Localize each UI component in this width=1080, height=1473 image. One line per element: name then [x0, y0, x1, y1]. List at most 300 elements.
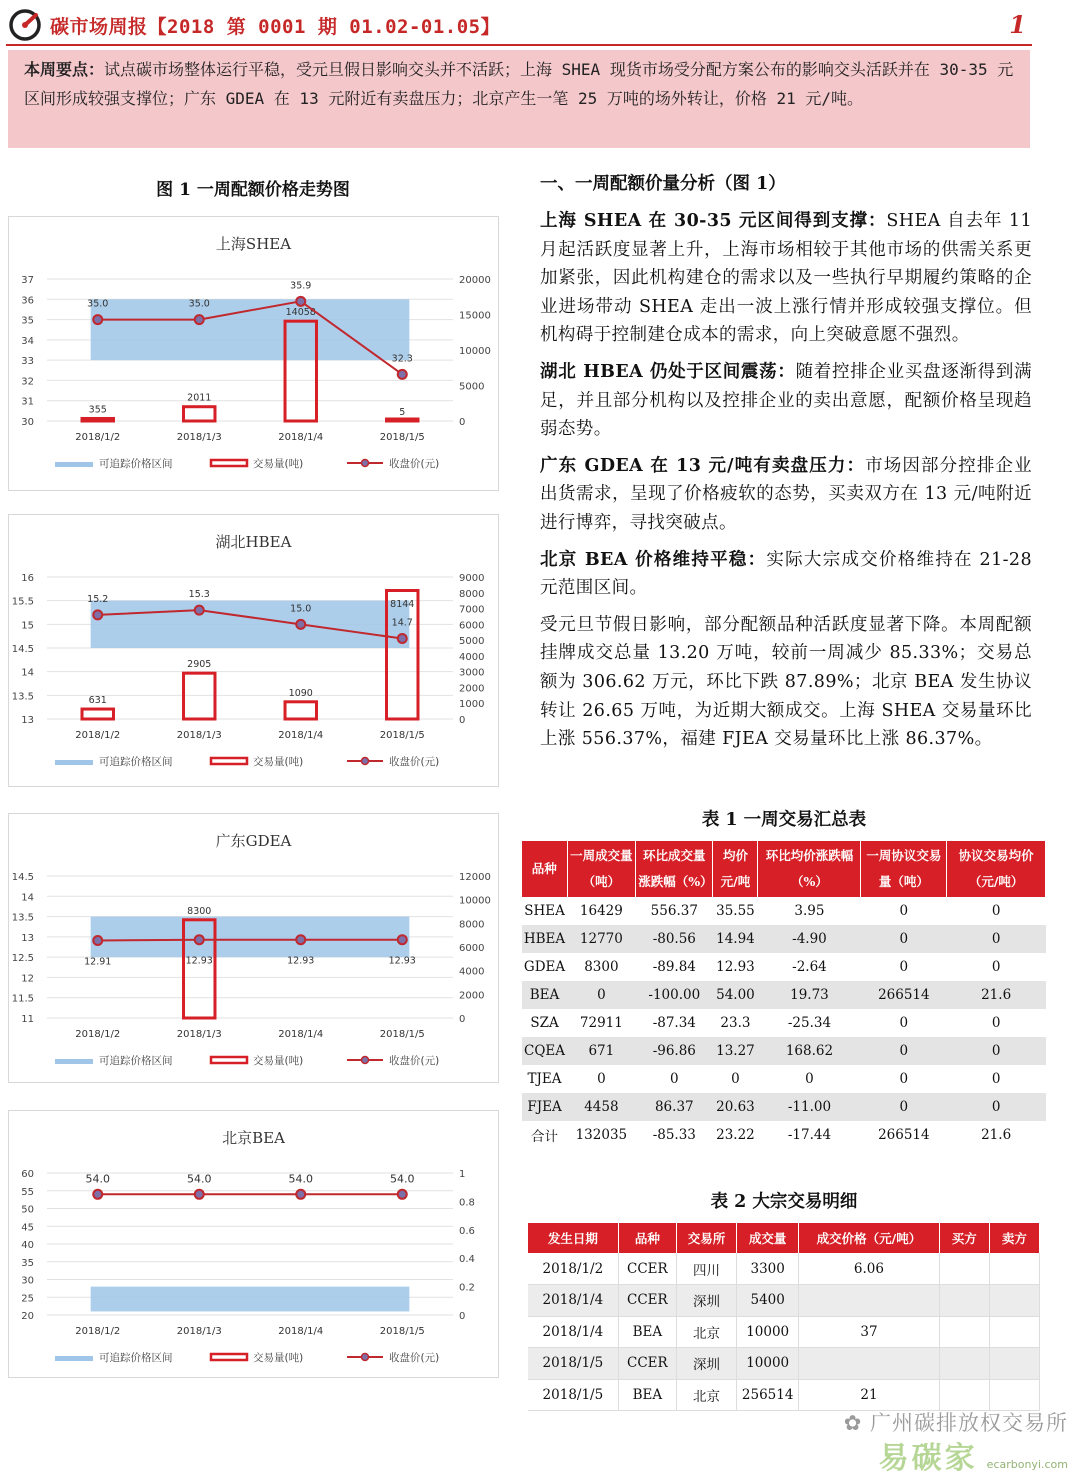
- x-tick-label: 2018/1/5: [379, 432, 425, 443]
- table1-cell: 72911: [579, 1015, 623, 1031]
- para-gdea-lead: 广东 GDEA 在 13 元/吨有卖盘压力：: [540, 455, 866, 476]
- volume-bar: [184, 673, 215, 719]
- table-row: [522, 925, 1046, 953]
- table1-cell: 16429: [579, 903, 623, 919]
- legend-line-label: 收盘价(元): [389, 756, 440, 768]
- close-price-point: [296, 620, 305, 629]
- table2-header-cell: 发生日期: [528, 1223, 618, 1253]
- table2-cell: 2018/1/5: [528, 1379, 618, 1411]
- y2-tick-label: 6000: [459, 943, 485, 954]
- table2-cell: 10000: [737, 1316, 799, 1348]
- legend-bar-swatch: [211, 460, 247, 466]
- y-tick-label: 20: [21, 1311, 34, 1322]
- table1-cell: -96.86: [636, 1037, 713, 1065]
- y2-tick-label: 0.8: [459, 1197, 475, 1209]
- table1-cell: BEA: [522, 981, 567, 1009]
- chart-gdea-svg: [9, 814, 498, 1082]
- y-tick-label: 12: [21, 973, 34, 985]
- table-row: [522, 1093, 1046, 1121]
- y2-tick-label: 0: [459, 417, 466, 428]
- x-tick-label: 2018/1/2: [75, 730, 121, 741]
- volume-data-label: 355: [88, 404, 107, 416]
- legend-line-marker: [362, 460, 369, 467]
- page-number: 1: [1009, 10, 1026, 39]
- price-range-band: [91, 299, 410, 360]
- y2-tick-label: 3000: [459, 667, 485, 679]
- table1-cell: FJEA: [522, 1093, 567, 1121]
- table1-cell: 0: [567, 981, 636, 1009]
- logo-icon: [8, 8, 42, 42]
- close-price-point: [398, 370, 407, 379]
- y-tick-label: 14: [21, 892, 34, 904]
- table2-cell: 2018/1/2: [528, 1253, 618, 1285]
- table1-cell: 0: [899, 1071, 909, 1087]
- y-tick-label: 60: [21, 1169, 34, 1180]
- x-tick-label: 2018/1/4: [278, 730, 324, 741]
- table1-cell: 266514: [861, 981, 947, 1009]
- legend-bar-swatch: [211, 1057, 247, 1063]
- chart-bea: [8, 1110, 499, 1378]
- table1-header-cell: 均价元/吨: [713, 841, 758, 897]
- chart-title: 湖北HBEA: [215, 533, 292, 551]
- y2-tick-label: 10000: [459, 346, 491, 357]
- para-bea-lead: 北京 BEA 价格维持平稳：: [540, 549, 767, 570]
- close-price-point: [195, 1190, 204, 1199]
- highlights-label: 本周要点：: [24, 60, 105, 79]
- price-data-label: 35.0: [188, 298, 210, 310]
- y2-tick-label: 0: [459, 1014, 466, 1025]
- close-price-line: [98, 940, 403, 941]
- y-tick-label: 30: [21, 1275, 34, 1287]
- table2-header-row: [528, 1223, 1040, 1253]
- figure-title: 图 1 一周配额价格走势图: [156, 180, 350, 200]
- table2-cell: BEA: [618, 1316, 676, 1348]
- chart-shea-svg: [9, 217, 498, 490]
- volume-data-label: 1090: [288, 687, 313, 699]
- y-tick-label: 13.5: [11, 691, 34, 703]
- table2-cell: 5400: [737, 1285, 799, 1317]
- chart-title: 北京BEA: [222, 1129, 285, 1147]
- table-row: [522, 897, 1046, 925]
- x-tick-label: 2018/1/4: [278, 1326, 324, 1337]
- table2-cell: [989, 1253, 1039, 1285]
- table1-cell: 0: [991, 959, 1001, 975]
- table1-cell: 0: [947, 1093, 1046, 1121]
- table1-header-cell: 一周成交量（吨）: [567, 841, 636, 897]
- table2-cell: 2018/1/5: [528, 1348, 618, 1380]
- y-tick-label: 13: [21, 932, 34, 944]
- table-row: [522, 953, 1046, 981]
- para-hbea-text: 随着控排企业买盘逐渐得到满足，并且部分机构以及控排企业的卖出意愿，配额价格呈现趋弱态势。: [540, 361, 1032, 440]
- legend-line-marker: [362, 1057, 369, 1064]
- x-tick-label: 2018/1/3: [176, 1326, 222, 1337]
- table1-cell: -11.00: [758, 1093, 861, 1121]
- y2-tick-label: 6000: [459, 620, 485, 632]
- price-data-label: 15.3: [188, 589, 210, 601]
- table2-cell: 10000: [737, 1348, 799, 1380]
- para-shea-lead: 上海 SHEA 在 30-35 元区间得到支撑：: [540, 211, 887, 231]
- y-tick-label: 12.5: [11, 953, 34, 965]
- y-tick-label: 11.5: [11, 993, 34, 1005]
- watermark: [843, 1407, 1068, 1473]
- price-data-label: 12.93: [388, 955, 416, 967]
- table1-cell: -2.64: [792, 959, 827, 975]
- legend-bar-label: 交易量(吨): [253, 756, 304, 768]
- table1-cell: 12770: [567, 925, 636, 953]
- volume-bar: [387, 419, 418, 421]
- y-tick-label: 15: [21, 620, 34, 632]
- table1-header-cell: 一周协议交易量（吨）: [861, 841, 947, 897]
- table1-cell: 19.73: [758, 981, 861, 1009]
- y-tick-label: 13: [21, 715, 34, 726]
- close-price-point: [398, 634, 407, 643]
- chart-bea-svg: [9, 1111, 498, 1377]
- table1-cell: SZA: [530, 1015, 559, 1031]
- table1-cell: 0: [805, 1071, 814, 1087]
- table1-cell: 20.63: [713, 1093, 758, 1121]
- table1-cell: 21.6: [947, 981, 1046, 1009]
- table1-cell: 3.95: [794, 903, 825, 919]
- close-price-point: [93, 315, 102, 324]
- y-tick-label: 34: [21, 335, 34, 347]
- y2-tick-label: 9000: [459, 573, 485, 584]
- analysis-section: [540, 170, 1032, 754]
- table2-cell: 3300: [737, 1253, 799, 1285]
- table1-header-cell: 环比成交量涨跌幅（%）: [636, 841, 713, 897]
- table1-cell: 0: [861, 925, 947, 953]
- para-bea-text: 实际大宗成交价格维持在 21-28 元范围区间。: [540, 549, 1033, 599]
- table2-cell: 21: [799, 1379, 939, 1411]
- legend-line-marker: [362, 758, 369, 765]
- analysis-para-summary: 受元旦节假日影响，部分配额品种活跃度显著下降。本周配额挂牌成交总量 13.20 万吨，较前一周减少 85.33%；交易总额为 306.62 万元，环比下跌 87.89%；北京 BEA 发生协议转让 26.65 万吨，为近期大额成交。上海 SHEA 交易量环比上涨 556.37%，福建 FJEA 交易量环比上涨 86.37%。: [540, 614, 1032, 750]
- para-gdea-text: 市场因部分控排企业出货需求，呈现了价格疲软的态势，买卖双方在 13 元/吨附近进行博弈，寻找突破点。: [540, 455, 1032, 533]
- price-data-label: 35.9: [290, 280, 312, 292]
- legend-bar-label: 交易量(吨): [253, 1352, 304, 1364]
- table1-cell: 132035: [575, 1127, 628, 1143]
- watermark-brand-text: 易碳家: [878, 1441, 978, 1473]
- table1-header-cell: 协议交易均价（元/吨）: [947, 841, 1046, 897]
- y2-tick-label: 5000: [459, 381, 485, 393]
- table2-cell: BEA: [618, 1379, 676, 1411]
- volume-data-label: 5: [399, 406, 406, 418]
- x-tick-label: 2018/1/4: [278, 432, 324, 443]
- y2-tick-label: 2000: [459, 990, 485, 1002]
- table2-header-cell: 买方: [939, 1223, 989, 1253]
- y-tick-label: 11: [21, 1014, 34, 1025]
- table1-cell: 35.55: [716, 903, 755, 919]
- legend-line-marker: [362, 1354, 369, 1361]
- table1-cell: 23.22: [716, 1127, 755, 1143]
- table2-cell: [939, 1285, 989, 1317]
- price-data-label: 54.0: [85, 1172, 110, 1186]
- table1-cell: 266514: [878, 1127, 930, 1143]
- table-row: [528, 1316, 1040, 1348]
- y-tick-label: 15.5: [11, 596, 34, 608]
- price-data-label: 54.0: [390, 1172, 415, 1186]
- x-tick-label: 2018/1/5: [379, 1029, 425, 1040]
- report-header: [6, 6, 1032, 46]
- volume-bar: [82, 709, 113, 719]
- legend-band-swatch: [55, 1356, 93, 1361]
- table1-cell: 4458: [567, 1093, 636, 1121]
- table2-cell: [989, 1379, 1039, 1411]
- table1-cell: 8300: [584, 959, 619, 975]
- x-tick-label: 2018/1/2: [75, 1326, 121, 1337]
- y2-tick-label: 10000: [459, 895, 491, 907]
- y-tick-label: 36: [21, 295, 34, 307]
- analysis-para-shea: [540, 207, 1032, 350]
- table1-cell: GDEA: [523, 959, 566, 975]
- table2-cell: 深圳: [676, 1285, 736, 1317]
- table2-cell: 2018/1/4: [528, 1316, 618, 1348]
- table1-cell: -4.90: [758, 925, 861, 953]
- chart-gdea: [8, 813, 499, 1083]
- y2-tick-label: 0.2: [459, 1282, 475, 1294]
- x-tick-label: 2018/1/3: [176, 1029, 222, 1040]
- x-tick-label: 2018/1/5: [379, 1326, 425, 1337]
- table1-cell: 12.93: [716, 959, 755, 975]
- table2-cell: 深圳: [676, 1348, 736, 1380]
- table1-cell: -87.34: [652, 1015, 696, 1031]
- x-tick-label: 2018/1/3: [176, 432, 222, 443]
- volume-bar: [82, 418, 113, 421]
- table1-cell: 0: [991, 1015, 1001, 1031]
- price-range-band: [91, 601, 410, 648]
- x-tick-label: 2018/1/3: [176, 730, 222, 741]
- y-tick-label: 14.5: [11, 644, 34, 655]
- table1-cell: 0: [947, 1037, 1046, 1065]
- wechat-icon: ✿: [843, 1411, 870, 1435]
- analysis-heading: 一、一周配额价量分析（图 1）: [540, 174, 786, 194]
- y-tick-label: 16: [21, 573, 34, 584]
- table2-header-cell: 交易所: [676, 1223, 736, 1253]
- table1-cell: 0: [597, 1071, 606, 1087]
- table1-cell: 14.94: [713, 925, 758, 953]
- weekly-trade-summary-table: [522, 841, 1046, 1149]
- table1-cell: 0: [991, 903, 1001, 919]
- y-tick-label: 33: [21, 356, 34, 368]
- table1-header-cell: 品种: [522, 841, 567, 897]
- y-tick-label: 14.5: [11, 872, 34, 883]
- price-range-band: [91, 917, 410, 958]
- table1-cell: 21.6: [981, 1127, 1012, 1143]
- legend-bar-swatch: [211, 1354, 247, 1360]
- analysis-para-bea: [540, 546, 1032, 603]
- y2-tick-label: 20000: [459, 275, 491, 286]
- table2-title: 表 2 大宗交易明细: [710, 1192, 858, 1212]
- table1-cell: 0: [899, 903, 909, 919]
- table2-header-cell: 品种: [618, 1223, 676, 1253]
- close-price-point: [296, 297, 305, 306]
- table1-cell: -80.56: [636, 925, 713, 953]
- table2-header-cell: 成交价格（元/吨）: [799, 1223, 939, 1253]
- legend-band-label: 可追踪价格区间: [99, 756, 173, 768]
- table1-cell: 13.27: [713, 1037, 758, 1065]
- close-price-point: [398, 935, 407, 944]
- y2-tick-label: 1000: [459, 699, 485, 711]
- table1-cell: -89.84: [652, 959, 696, 975]
- table-row: [522, 1065, 1046, 1093]
- table1-cell: SHEA: [524, 903, 565, 919]
- y2-tick-label: 1: [459, 1169, 466, 1180]
- price-data-label: 12.93: [287, 955, 315, 967]
- close-price-point: [93, 610, 102, 619]
- volume-data-label: 631: [88, 695, 107, 707]
- price-data-label: 32.3: [391, 353, 413, 365]
- table2-cell: [989, 1285, 1039, 1317]
- table1-cell: TJEA: [527, 1071, 562, 1087]
- y-tick-label: 25: [21, 1293, 34, 1305]
- table2-header-cell: 卖方: [989, 1223, 1039, 1253]
- y2-tick-label: 12000: [459, 872, 491, 883]
- watermark-brand: [844, 1433, 1068, 1473]
- legend-band-label: 可追踪价格区间: [99, 1352, 173, 1364]
- table1-cell: 86.37: [636, 1093, 713, 1121]
- legend-band-label: 可追踪价格区间: [99, 458, 173, 470]
- volume-data-label: 8300: [187, 905, 212, 917]
- close-price-point: [195, 935, 204, 944]
- table-row: [528, 1379, 1040, 1411]
- y2-tick-label: 0: [459, 1311, 466, 1322]
- y2-tick-label: 4000: [459, 966, 485, 978]
- report-title: 碳市场周报【2018 第 0001 期 01.02-01.05】: [50, 15, 501, 38]
- y2-tick-label: 4000: [459, 651, 485, 663]
- legend-line-label: 收盘价(元): [389, 1352, 440, 1364]
- table2-cell: [939, 1253, 989, 1285]
- price-data-label: 12.91: [84, 956, 112, 968]
- x-tick-label: 2018/1/2: [75, 1029, 121, 1040]
- y-tick-label: 13.5: [11, 912, 34, 924]
- watermark-domain: ecarbonyi.com: [986, 1458, 1068, 1471]
- table1-cell: -85.33: [652, 1127, 696, 1143]
- table1-title: 表 1 一周交易汇总表: [701, 810, 867, 830]
- volume-data-label: 2011: [187, 392, 212, 404]
- y-tick-label: 35: [21, 315, 34, 327]
- y-tick-label: 30: [21, 417, 34, 428]
- chart-hbea: [8, 514, 499, 787]
- table1-cell: 合计: [531, 1129, 559, 1145]
- weekly-highlights: [8, 50, 1030, 148]
- table2-cell: 北京: [676, 1316, 736, 1348]
- y2-tick-label: 0.4: [459, 1254, 475, 1266]
- close-price-point: [296, 935, 305, 944]
- y-tick-label: 35: [21, 1257, 34, 1269]
- legend-bar-label: 交易量(吨): [253, 1055, 304, 1067]
- table1-cell: -25.34: [787, 1015, 832, 1031]
- legend-line-label: 收盘价(元): [389, 1055, 440, 1067]
- price-data-label: 14.7: [391, 617, 413, 629]
- table1-cell: 0: [670, 1071, 679, 1087]
- volume-bar: [184, 407, 215, 421]
- table2-cell: [939, 1348, 989, 1380]
- table2-cell: 北京: [676, 1379, 736, 1411]
- table2-cell: 256514: [737, 1379, 799, 1411]
- y-tick-label: 32: [21, 376, 34, 388]
- x-tick-label: 2018/1/5: [379, 730, 425, 741]
- watermark-account-text: 广州碳排放权交易所: [870, 1411, 1068, 1435]
- price-data-label: 54.0: [288, 1172, 313, 1186]
- close-price-point: [296, 1190, 305, 1199]
- chart-title: 上海SHEA: [215, 235, 292, 253]
- table2-cell: CCER: [618, 1285, 676, 1317]
- legend-band-swatch: [55, 462, 93, 467]
- table1-cell: 54.00: [713, 981, 758, 1009]
- volume-bar: [285, 702, 316, 719]
- price-range-band: [91, 1287, 410, 1312]
- x-tick-label: 2018/1/4: [278, 1029, 324, 1040]
- legend-bar-swatch: [211, 758, 247, 764]
- table2-cell: [989, 1316, 1039, 1348]
- table1-cell: 0: [861, 1093, 947, 1121]
- table1-cell: 671: [567, 1037, 636, 1065]
- close-price-point: [195, 315, 204, 324]
- table1-cell: HBEA: [522, 925, 567, 953]
- y2-tick-label: 7000: [459, 604, 485, 616]
- table2-header-cell: 成交量: [737, 1223, 799, 1253]
- table1-cell: 556.37: [650, 903, 698, 919]
- table2-cell: CCER: [618, 1253, 676, 1285]
- para-hbea-lead: 湖北 HBEA 仍处于区间震荡：: [540, 361, 796, 382]
- table1-cell: 0: [991, 1071, 1001, 1087]
- volume-data-label: 8144: [390, 599, 415, 610]
- y2-tick-label: 0.6: [459, 1225, 475, 1237]
- table1-cell: 0: [947, 925, 1046, 953]
- chart-title: 广东GDEA: [215, 832, 292, 850]
- close-price-point: [93, 936, 102, 945]
- table1-header-cell: 环比均价涨跌幅（%）: [758, 841, 861, 897]
- y-tick-label: 40: [21, 1240, 34, 1251]
- table2-cell: [799, 1285, 939, 1317]
- close-price-point: [93, 1190, 102, 1199]
- table2-cell: [939, 1316, 989, 1348]
- table2-cell: [799, 1348, 939, 1380]
- block-trade-table: [528, 1223, 1040, 1411]
- close-price-point: [398, 1190, 407, 1199]
- table2-cell: [989, 1348, 1039, 1380]
- table2-cell: 四川: [676, 1253, 736, 1285]
- table2-cell: 6.06: [799, 1253, 939, 1285]
- table1-cell: 0: [731, 1071, 740, 1087]
- table-row: [522, 981, 1046, 1009]
- volume-data-label: 2905: [187, 659, 212, 671]
- price-data-label: 15.2: [87, 593, 109, 605]
- table-row: [522, 1121, 1046, 1149]
- table1-header-row: [522, 841, 1046, 897]
- y-tick-label: 31: [21, 396, 34, 408]
- y2-tick-label: 0: [459, 715, 466, 726]
- y2-tick-label: 15000: [459, 310, 491, 322]
- y2-tick-label: 8000: [459, 919, 485, 931]
- y-tick-label: 50: [21, 1204, 34, 1216]
- highlights-text: 试点碳市场整体运行平稳，受元旦假日影响交头并不活跃；上海 SHEA 现货市场受分配方案公布的影响交头活跃并在 30-35 元区间形成较强支撑位；广东 GDEA 在 13 元附近有卖盘压力；北京产生一笔 25 万吨的场外转让，价格 21 元/吨。: [24, 60, 1014, 108]
- para-shea-text: SHEA 自去年 11 月起活跃度显著上升，上海市场相较于其他市场的供需关系更加紧张，因此机构建仓的需求以及一些执行早期履约策略的企业进场带动 SHEA 走出一波上涨行情并形成较强支撑位。但机构碍于控制建仓成本的需求，向上突破意愿不强烈。: [540, 211, 1032, 346]
- y2-tick-label: 8000: [459, 588, 485, 600]
- legend-bar-label: 交易量(吨): [253, 458, 304, 470]
- chart-shea: [8, 216, 499, 491]
- table1-cell: 168.62: [758, 1037, 861, 1065]
- y-tick-label: 55: [21, 1186, 34, 1198]
- chart-hbea-svg: [9, 515, 498, 786]
- table-row: [522, 1037, 1046, 1065]
- close-price-point: [195, 606, 204, 615]
- table-row: [528, 1348, 1040, 1380]
- price-data-label: 15.0: [290, 603, 312, 615]
- analysis-para-hbea: [540, 358, 1032, 444]
- table1-cell: 0: [899, 959, 909, 975]
- price-data-label: 35.0: [87, 298, 109, 310]
- table-row: [522, 1009, 1046, 1037]
- table1-cell: 0: [899, 1015, 909, 1031]
